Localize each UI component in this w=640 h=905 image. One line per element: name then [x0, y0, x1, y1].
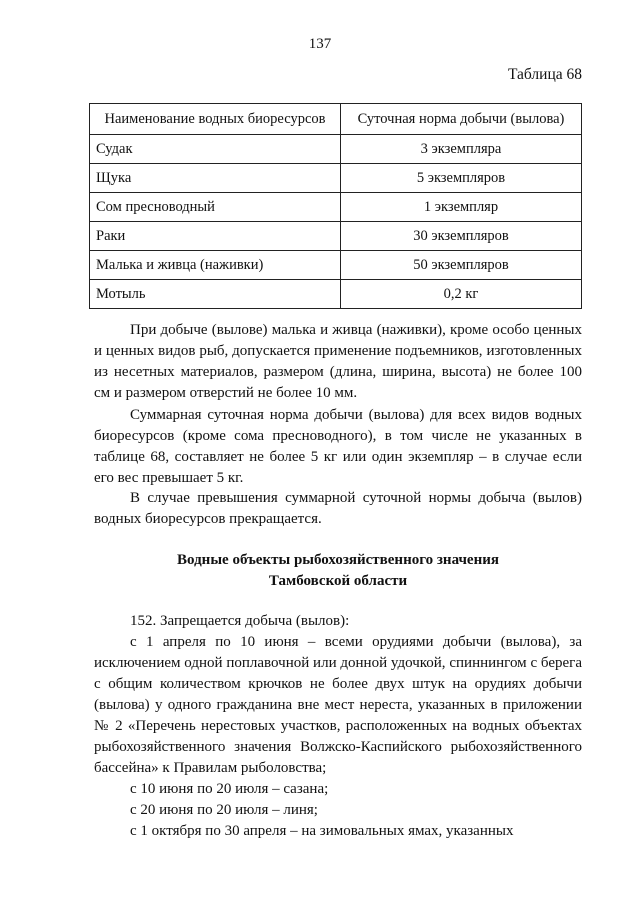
table-row [90, 164, 582, 193]
section-heading-line: Тамбовской области [268, 573, 408, 589]
resource-name-cell: Сом пресноводный [90, 193, 341, 222]
page-number: 137 [308, 36, 332, 52]
resource-name-cell: Щука [90, 164, 341, 193]
section-152 [94, 611, 582, 842]
section-heading-line: Водные объекты рыбохозяйственного значения [177, 552, 499, 568]
resource-name-cell: Малька и живца (наживки) [90, 251, 341, 280]
clause-item: с 1 октября по 30 апреля – на зимовальных ямах, указанных [130, 823, 514, 839]
section-heading [94, 550, 582, 592]
paragraph-text: В случае превышения суммарной суточной нормы добыча (вылов) водных биоресурсов прекращается. [94, 490, 582, 527]
paragraph-exceed-norm [94, 488, 582, 530]
column-header-norm: Суточная норма добычи (вылова) [341, 104, 582, 135]
clause-item: с 1 апреля по 10 июня – всеми орудиями добычи (вылова), за исключением одной поплавочной или донной удочкой, спиннингом с берега с общим количеством крючков не более двух штук на орудиях добычи (вылова) у одного гражданина вне мест нереста, указанных в приложении № 2 «Перечень нерестовых участков, расположенных на водных объектах рыбохозяйственного значения Волжско-Каспийского рыбохозяйственного бассейна» к Правилам рыболовства; [94, 634, 582, 776]
table-row [90, 251, 582, 280]
norm-value-cell: 0,2 кг [341, 280, 582, 309]
norm-value-cell: 1 экземпляр [341, 193, 582, 222]
norm-value-cell: 30 экземпляров [341, 222, 582, 251]
clause-item: с 20 июня по 20 июля – линя; [130, 802, 318, 818]
norm-value-cell: 50 экземпляров [341, 251, 582, 280]
catch-norms-table [89, 103, 582, 309]
norm-value-cell: 5 экземпляров [341, 164, 582, 193]
resource-name-cell: Судак [90, 135, 341, 164]
resource-name-cell: Мотыль [90, 280, 341, 309]
table-caption: Таблица 68 [507, 66, 582, 83]
paragraph-total-norm [94, 405, 582, 489]
resource-name-cell: Раки [90, 222, 341, 251]
paragraph-bait-devices [94, 320, 582, 404]
paragraph-text: Суммарная суточная норма добычи (вылова) для всех видов водных биоресурсов (кроме сома пресноводного), в том числе не указанных в таблице 68, составляет не более 5 кг или один экземпляр – в случае если его вес превышает 5 кг. [94, 407, 582, 486]
table-row [90, 193, 582, 222]
norm-value-cell: 3 экземпляра [341, 135, 582, 164]
column-header-resource: Наименование водных биоресурсов [90, 104, 341, 135]
table-row [90, 222, 582, 251]
clause-item: с 10 июня по 20 июля – сазана; [130, 781, 329, 797]
table-header-row [90, 104, 582, 135]
clause-title: 152. Запрещается добыча (вылов): [130, 613, 350, 629]
table-row [90, 135, 582, 164]
paragraph-text: При добыче (вылове) малька и живца (наживки), кроме особо ценных и ценных видов рыб, допускается применение подъемников, изготовленных из несетных материалов, размером (длина, ширина, высота) не более 100 см и размером отверстий не более 10 мм. [94, 322, 582, 401]
table-row [90, 280, 582, 309]
